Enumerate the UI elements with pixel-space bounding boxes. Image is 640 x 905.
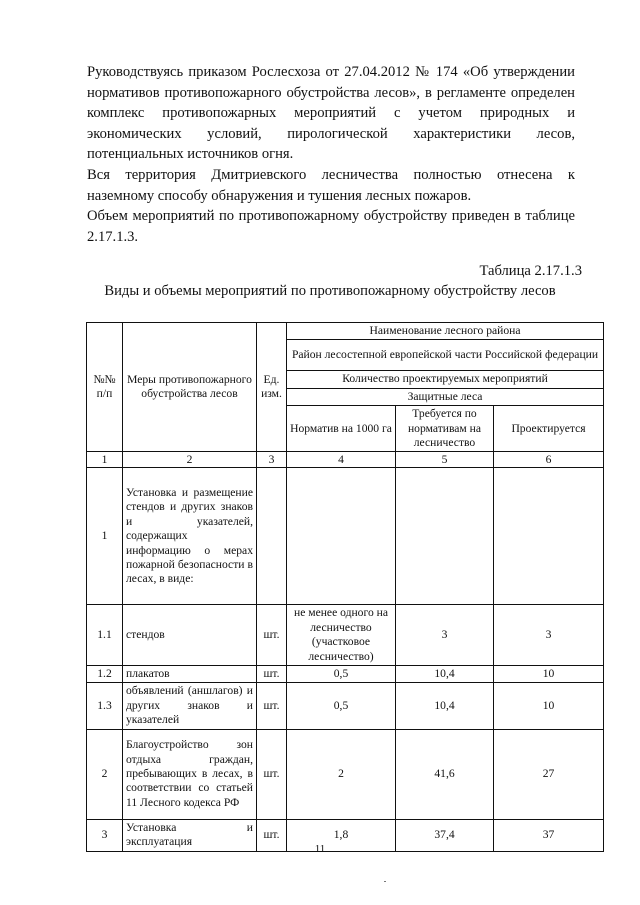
row-norm: 0,5 (287, 683, 396, 729)
row-projected: 27 (494, 729, 604, 819)
row-required: 37,4 (396, 819, 494, 851)
table-row (87, 729, 604, 819)
row-unit: шт. (257, 605, 287, 666)
row-projected: 3 (494, 605, 604, 666)
row-norm (287, 468, 396, 605)
column-number: 1 (87, 452, 123, 468)
row-measure: Благоустройство зон отдыха граждан, пребывающих в лесах, в соответствии со статьей 11 Лесного кодекса РФ (123, 729, 257, 819)
header-required: Требуется по нормативам на лесничество (396, 406, 494, 452)
header-num: №№ п/п (87, 323, 123, 452)
row-num: 1.1 (87, 605, 123, 666)
row-norm: 2 (287, 729, 396, 819)
row-unit: шт. (257, 683, 287, 729)
row-projected (494, 468, 604, 605)
intro-paragraph: Руководствуясь приказом Рослесхоза от 27.04.2012 № 174 «Об утверждении нормативов противопожарного обустройства лесов», в регламенте определен комплекс противопожарных мероприятий с учетом природных и экономических условий, пирологической характеристики лесов, потенциальных источников огня. (87, 64, 575, 163)
column-number: 5 (396, 452, 494, 468)
table-row (87, 468, 604, 605)
scan-speck (384, 881, 386, 882)
header-district-title: Наименование лесного района (287, 323, 604, 340)
row-projected: 10 (494, 666, 604, 683)
row-projected: 37 (494, 819, 604, 851)
row-measure: плакатов (123, 666, 257, 683)
fire-measures-table (86, 322, 604, 852)
row-num: 1 (87, 468, 123, 605)
row-required: 3 (396, 605, 494, 666)
row-num: 1.3 (87, 683, 123, 729)
table-row (87, 666, 604, 683)
row-num: 1.2 (87, 666, 123, 683)
header-projected: Проектируется (494, 406, 604, 452)
row-unit (257, 468, 287, 605)
row-required: 10,4 (396, 666, 494, 683)
header-forest-type: Защитные леса (287, 388, 604, 405)
row-norm: 1,8 (287, 819, 396, 851)
territory-paragraph: Вся территория Дмитриевского лесничества полностью отнесена к наземному способу обнаружения и тушения лесных пожаров. (87, 167, 575, 204)
row-norm: 0,5 (287, 666, 396, 683)
row-projected: 10 (494, 683, 604, 729)
row-measure: Установка и размещение стендов и других знаков и указателей, содержащих информацию о мерах пожарной безопасности в лесах, в виде: (123, 468, 257, 605)
row-measure: объявлений (аншлагов) и других знаков и указателей (123, 683, 257, 729)
row-required: 41,6 (396, 729, 494, 819)
header-unit: Ед. изм. (257, 323, 287, 452)
volume-paragraph: Объем мероприятий по противопожарному обустройству приведен в таблице 2.17.1.3. (87, 208, 575, 245)
table-number: Таблица 2.17.1.3 (479, 263, 582, 279)
header-norm: Норматив на 1000 га (287, 406, 396, 452)
header-planned-count: Количество проектируемых мероприятий (287, 371, 604, 388)
header-row (87, 323, 604, 340)
row-measure: стендов (123, 605, 257, 666)
table-row (87, 605, 604, 666)
row-num: 3 (87, 819, 123, 851)
column-number: 6 (494, 452, 604, 468)
header-measures: Меры противопожарного обустройства лесов (123, 323, 257, 452)
column-number-row (87, 452, 604, 468)
column-number: 3 (257, 452, 287, 468)
column-number: 2 (123, 452, 257, 468)
row-required (396, 468, 494, 605)
row-num: 2 (87, 729, 123, 819)
row-unit: шт. (257, 666, 287, 683)
row-unit: шт. (257, 819, 287, 851)
table-row (87, 683, 604, 729)
row-unit: шт. (257, 729, 287, 819)
row-required: 10,4 (396, 683, 494, 729)
page-number: 11 (314, 843, 326, 855)
row-norm: не менее одного на лесничество (участковое лесничество) (287, 605, 396, 666)
header-district-name: Район лесостепной европейской части Российской федерации (287, 340, 604, 371)
column-number: 4 (287, 452, 396, 468)
table-caption: Виды и объемы мероприятий по противопожарному обустройству лесов (104, 283, 556, 299)
row-measure: Установка и эксплуатация (123, 819, 257, 851)
